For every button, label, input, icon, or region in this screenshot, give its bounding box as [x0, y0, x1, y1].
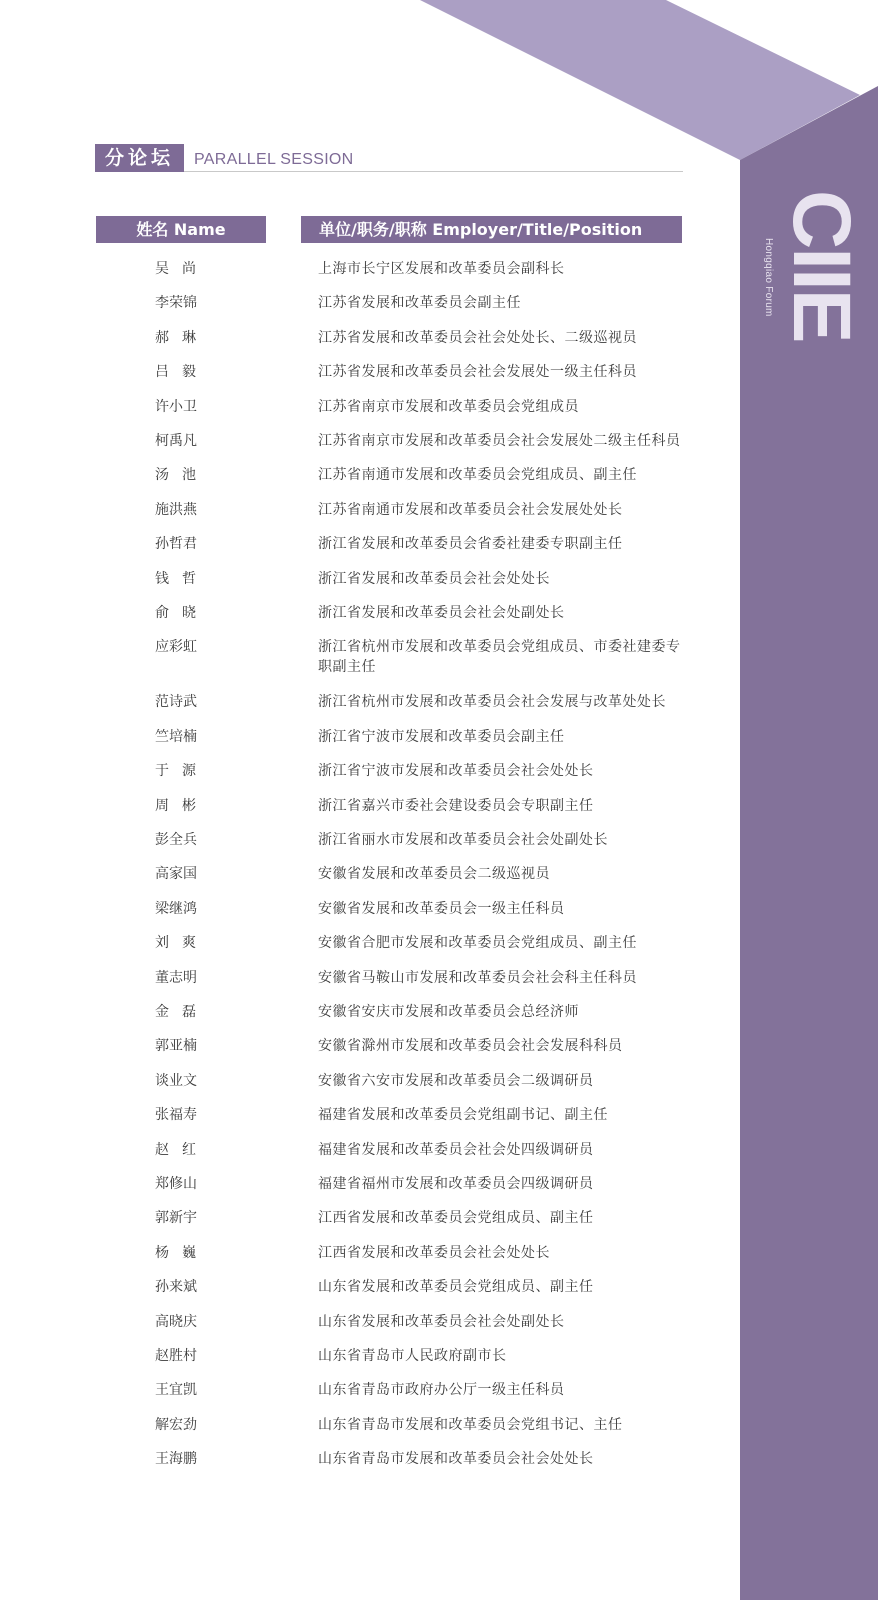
attendee-position: 浙江省发展和改革委员会省委社建委专职副主任 — [318, 536, 623, 553]
attendee-name: 赵红 — [155, 1141, 209, 1158]
attendee-name: 郭亚楠 — [155, 1038, 197, 1055]
attendee-name: 吴尚 — [155, 261, 209, 277]
attendee-name: 柯禹凡 — [155, 433, 197, 449]
attendee-position: 安徽省马鞍山市发展和改革委员会社会科主任科员 — [318, 969, 637, 986]
attendee-name: 竺培楠 — [155, 728, 197, 745]
attendee-name: 施洪燕 — [155, 501, 197, 518]
attendee-position: 安徽省滁州市发展和改革委员会社会发展科科员 — [318, 1038, 623, 1055]
attendee-position: 山东省发展和改革委员会社会处副处长 — [318, 1313, 565, 1330]
attendee-name: 高晓庆 — [155, 1313, 197, 1330]
attendee-name: 郭新宇 — [155, 1210, 197, 1227]
attendee-name: 范诗武 — [155, 694, 197, 711]
attendee-position: 福建省发展和改革委员会党组副书记、副主任 — [318, 1107, 608, 1124]
attendee-name: 孙来斌 — [155, 1279, 197, 1296]
attendee-name: 解宏劲 — [155, 1416, 197, 1433]
attendee-position: 山东省发展和改革委员会党组成员、副主任 — [318, 1279, 594, 1296]
attendee-position: 福建省发展和改革委员会社会处四级调研员 — [318, 1141, 594, 1158]
brand-mark — [738, 180, 878, 360]
attendee-name: 赵胜村 — [155, 1348, 197, 1364]
attendee-position: 安徽省发展和改革委员会一级主任科员 — [318, 900, 565, 917]
attendee-name: 董志明 — [155, 969, 197, 986]
attendee-position: 山东省青岛市人民政府副市长 — [318, 1348, 507, 1364]
attendee-name: 李荣锦 — [155, 295, 197, 312]
attendee-name: 郝琳 — [155, 329, 209, 346]
attendee-position: 上海市长宁区发展和改革委员会副科长 — [318, 261, 565, 277]
attendee-position: 浙江省丽水市发展和改革委员会社会处副处长 — [318, 832, 608, 848]
attendee-name: 于源 — [155, 763, 209, 780]
attendee-position: 江苏省发展和改革委员会社会处处长、二级巡视员 — [318, 329, 637, 346]
section-title-en: PARALLEL SESSION — [194, 151, 354, 168]
attendee-position: 江苏省南通市发展和改革委员会社会发展处处长 — [318, 501, 623, 518]
attendee-position: 江苏省发展和改革委员会社会发展处一级主任科员 — [318, 364, 637, 381]
attendee-name: 刘爽 — [155, 935, 209, 952]
attendee-position: 江西省发展和改革委员会党组成员、副主任 — [318, 1210, 594, 1227]
attendee-position: 江苏省南通市发展和改革委员会党组成员、副主任 — [318, 467, 637, 484]
attendee-position: 山东省青岛市发展和改革委员会社会处处长 — [318, 1451, 594, 1468]
attendee-name: 谈业文 — [155, 1072, 197, 1089]
column-header-position: 单位/职务/职称 Employer/Title/Position — [301, 216, 682, 243]
attendee-position: 江苏省南京市发展和改革委员会社会发展处二级主任科员 — [318, 433, 681, 449]
brand-subtitle: Hongqiao Forum — [763, 238, 774, 317]
attendee-name: 王宜凯 — [155, 1382, 197, 1399]
attendee-position: 安徽省发展和改革委员会二级巡视员 — [318, 866, 550, 883]
attendee-name: 郑修山 — [155, 1176, 197, 1192]
attendee-name: 张福寿 — [155, 1107, 197, 1124]
attendee-position: 山东省青岛市发展和改革委员会党组书记、主任 — [318, 1416, 623, 1433]
attendee-name: 许小卫 — [155, 398, 197, 415]
attendee-position: 浙江省发展和改革委员会社会处处长 — [318, 570, 550, 587]
attendee-position: 江苏省南京市发展和改革委员会党组成员 — [318, 398, 579, 415]
attendee-name: 孙哲君 — [155, 536, 197, 553]
attendee-position: 福建省福州市发展和改革委员会四级调研员 — [318, 1176, 594, 1192]
attendee-position: 安徽省合肥市发展和改革委员会党组成员、副主任 — [318, 935, 637, 952]
attendee-name: 高家国 — [155, 866, 197, 883]
attendee-position: 山东省青岛市政府办公厅一级主任科员 — [318, 1382, 565, 1399]
attendee-name: 杨巍 — [155, 1244, 209, 1261]
attendee-name: 钱哲 — [155, 570, 209, 587]
section-title-cn: 分论坛 — [95, 144, 184, 172]
attendee-position: 江西省发展和改革委员会社会处处长 — [318, 1244, 550, 1261]
attendee-name: 王海鹏 — [155, 1451, 197, 1468]
attendee-name: 周彬 — [155, 797, 209, 814]
attendee-name: 吕毅 — [155, 364, 209, 381]
attendee-position: 安徽省六安市发展和改革委员会二级调研员 — [318, 1072, 594, 1089]
section-divider — [184, 171, 683, 172]
attendee-position: 浙江省宁波市发展和改革委员会副主任 — [318, 728, 565, 745]
attendee-name: 金磊 — [155, 1004, 209, 1020]
attendee-position: 浙江省杭州市发展和改革委员会社会发展与改革处处长 — [318, 694, 666, 711]
ciie-logo: CIIE — [776, 190, 867, 342]
attendee-name: 彭全兵 — [155, 832, 197, 848]
attendee-name: 汤池 — [155, 467, 209, 484]
column-header-name: 姓名 Name — [96, 216, 266, 243]
section-header — [95, 144, 683, 172]
attendee-position: 安徽省安庆市发展和改革委员会总经济师 — [318, 1004, 579, 1020]
attendee-position: 浙江省发展和改革委员会社会处副处长 — [318, 605, 565, 621]
attendee-position: 浙江省嘉兴市委社会建设委员会专职副主任 — [318, 797, 594, 814]
attendee-position: 浙江省杭州市发展和改革委员会党组成员、市委社建委专职副主任 — [318, 639, 681, 676]
attendee-position: 浙江省宁波市发展和改革委员会社会处处长 — [318, 763, 594, 780]
attendee-name: 应彩虹 — [155, 639, 197, 656]
attendee-name: 俞晓 — [155, 605, 209, 621]
attendee-position: 江苏省发展和改革委员会副主任 — [318, 295, 521, 312]
attendee-name: 梁继鸿 — [155, 900, 197, 917]
